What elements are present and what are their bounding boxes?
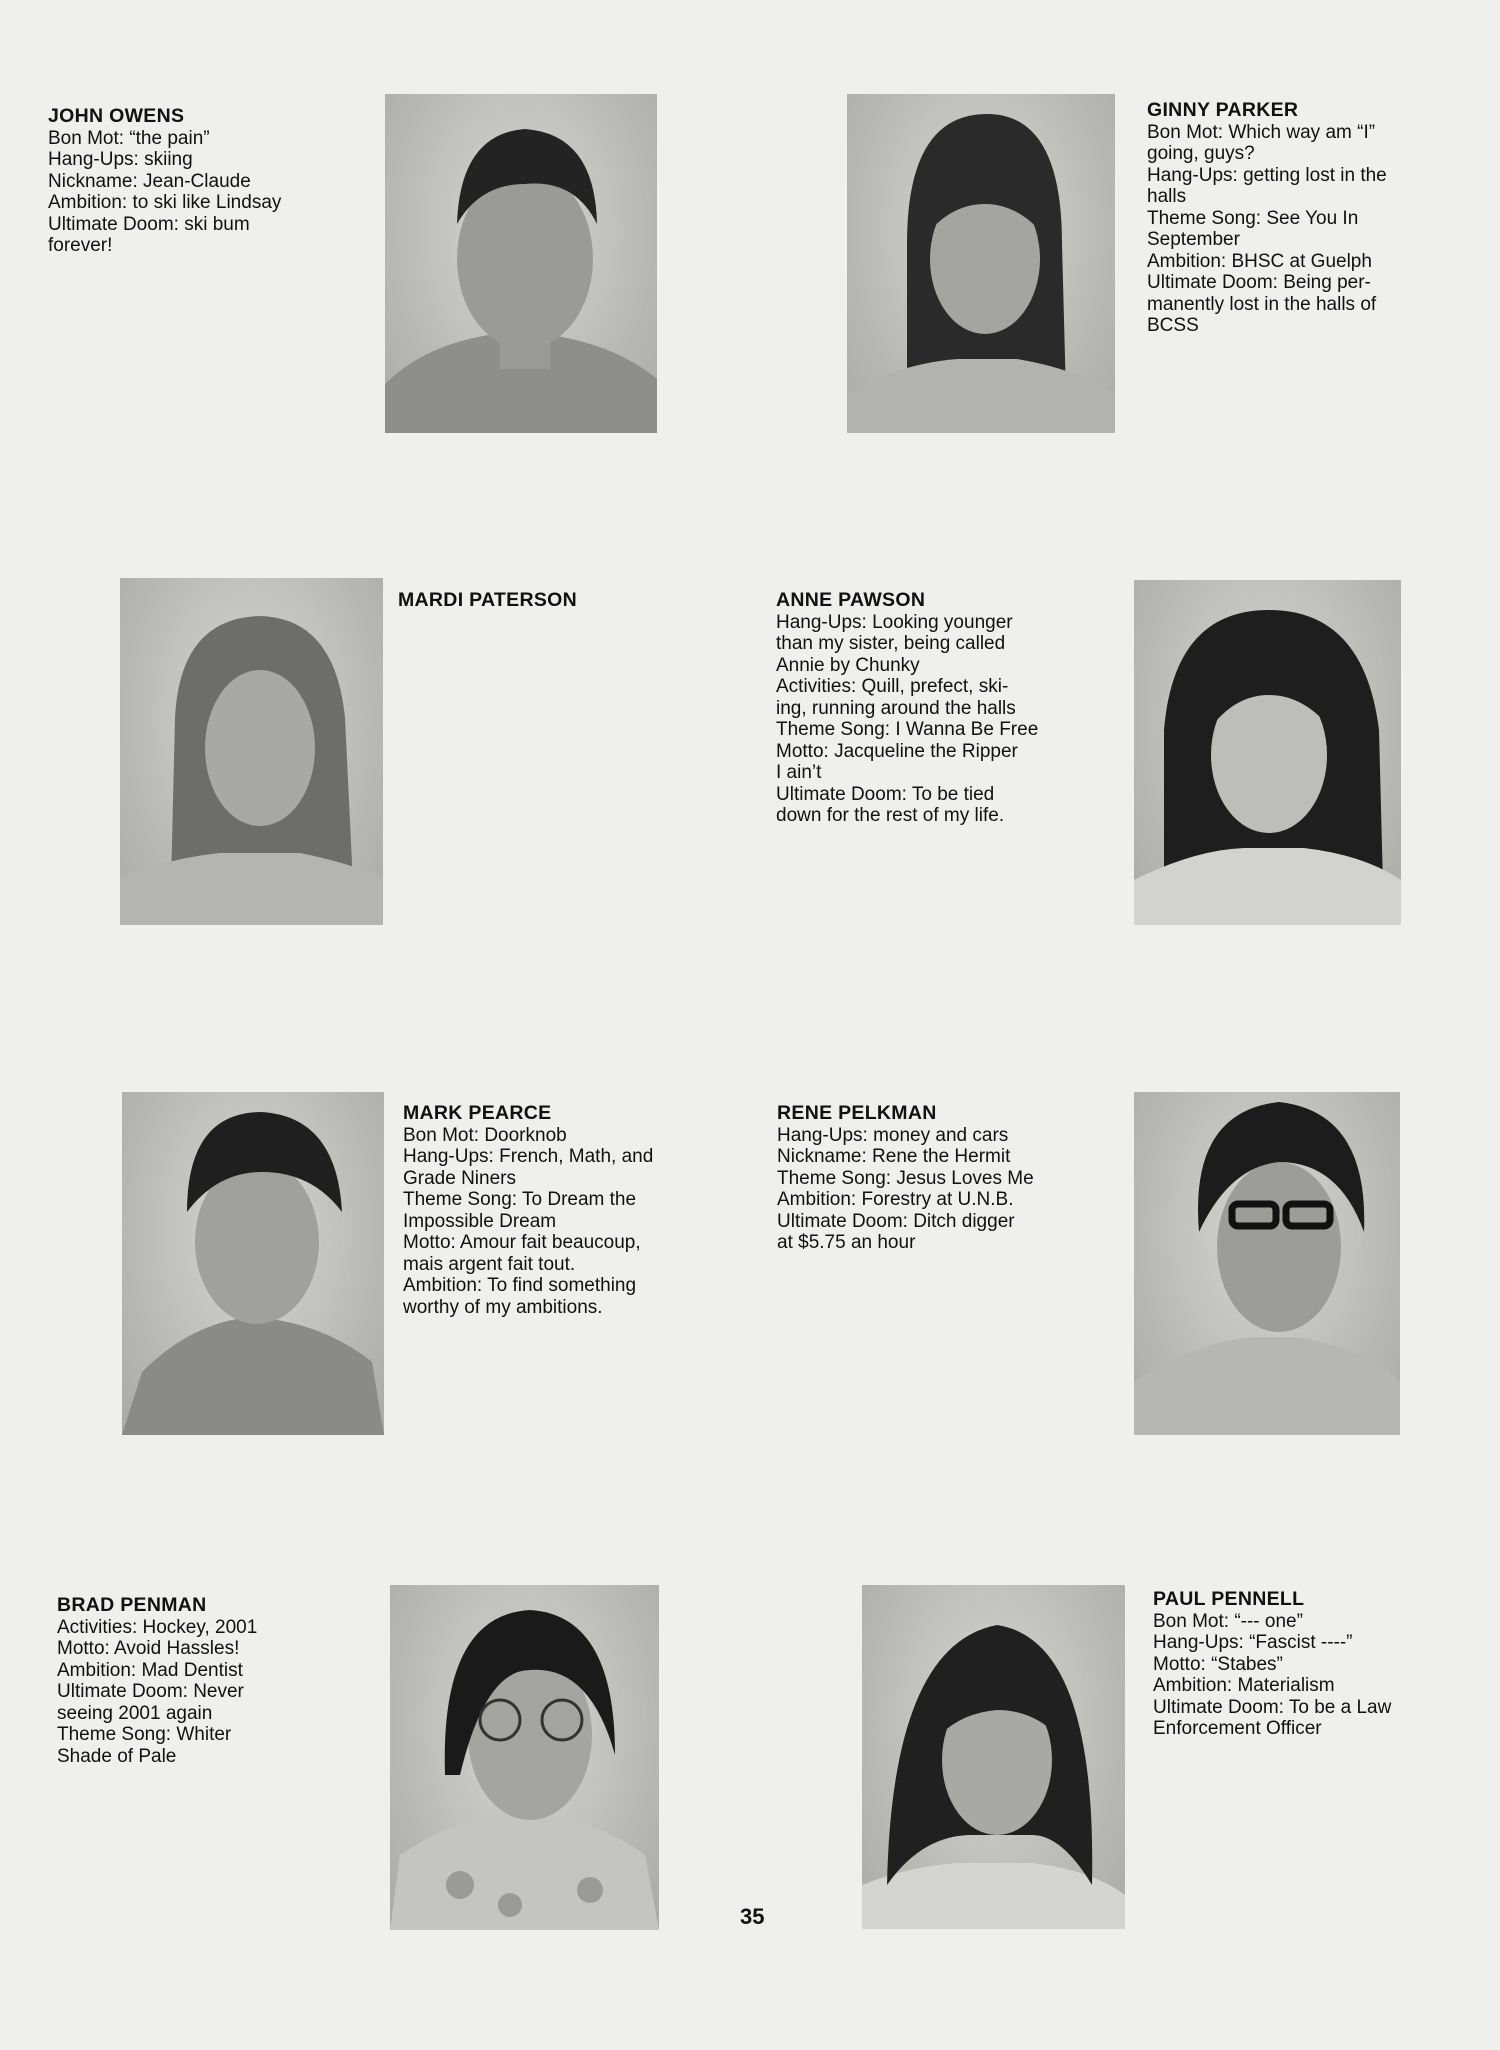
bio-line: Ambition: Mad Dentist	[57, 1659, 243, 1681]
bio-line: Motto: “Stabes”	[1153, 1653, 1283, 1675]
student-name: BRAD PENMAN	[57, 1594, 207, 1616]
bio-line: Ambition: BHSC at Guelph	[1147, 250, 1372, 272]
student-name: ANNE PAWSON	[776, 589, 926, 611]
bio-line: at $5.75 an hour	[777, 1232, 916, 1253]
portrait-john-owens	[385, 94, 657, 433]
bio-line: Hang-Ups: “Fascist ----”	[1153, 1632, 1353, 1653]
bio-mark-pearce	[403, 1103, 653, 1318]
bio-line: Ambition: To find something	[403, 1275, 637, 1296]
bio-line: down for the rest of my life.	[776, 805, 1005, 826]
bio-line: seeing 2001 again	[57, 1702, 213, 1724]
bio-line: forever!	[48, 235, 113, 256]
bio-paul-pennell	[1153, 1589, 1391, 1740]
portrait-anne-pawson	[1134, 580, 1401, 925]
bio-line: Ultimate Doom: ski bum	[48, 213, 250, 235]
bio-line: going, guys?	[1147, 143, 1255, 164]
bio-line: Activities: Hockey, 2001	[57, 1616, 258, 1638]
student-name: MARDI PATERSON	[398, 589, 577, 611]
portrait-brad-penman	[390, 1585, 659, 1930]
bio-line: Hang-Ups: Looking younger	[776, 611, 1013, 633]
bio-line: Ultimate Doom: To be a Law	[1153, 1696, 1392, 1718]
bio-line: Bon Mot: “the pain”	[48, 127, 210, 149]
bio-line: than my sister, being called	[776, 633, 1006, 654]
bio-line: Hang-Ups: skiing	[48, 149, 193, 170]
bio-line: Bon Mot: Doorknob	[403, 1124, 567, 1146]
student-name: PAUL PENNELL	[1153, 1588, 1305, 1610]
bio-line: Motto: Avoid Hassles!	[57, 1638, 240, 1659]
page-number: 35	[740, 1904, 765, 1929]
portrait-mardi-paterson	[120, 578, 383, 925]
bio-line: September	[1147, 229, 1240, 250]
bio-mardi-paterson	[398, 590, 577, 612]
bio-line: Enforcement Officer	[1153, 1718, 1322, 1739]
bio-line: worthy of my ambitions.	[403, 1296, 603, 1318]
bio-line: Theme Song: See You In	[1147, 207, 1359, 229]
bio-line: Grade Niners	[403, 1167, 516, 1189]
bio-line: manently lost in the halls of	[1147, 293, 1377, 315]
bio-line: Ambition: Forestry at U.N.B.	[777, 1189, 1014, 1210]
bio-line: Ultimate Doom: Being per-	[1147, 272, 1371, 293]
bio-line: BCSS	[1147, 315, 1199, 336]
bio-line: Theme Song: I Wanna Be Free	[776, 719, 1039, 740]
bio-line: Ultimate Doom: Never	[57, 1681, 244, 1702]
bio-line: Annie by Chunky	[776, 654, 920, 676]
bio-line: Ambition: Materialism	[1153, 1675, 1335, 1696]
bio-line: ing, running around the halls	[776, 697, 1016, 719]
bio-line: Impossible Dream	[403, 1210, 557, 1232]
bio-rene-pelkman	[777, 1103, 1034, 1254]
bio-line: Bon Mot: “--- one”	[1153, 1610, 1303, 1632]
student-name: JOHN OWENS	[48, 105, 185, 127]
bio-line: halls	[1147, 186, 1187, 207]
bio-line: Theme Song: To Dream the	[403, 1189, 637, 1210]
portrait-paul-pennell	[862, 1585, 1125, 1929]
portrait-mark-pearce	[122, 1092, 384, 1435]
bio-line: Hang-Ups: French, Math, and	[403, 1146, 654, 1167]
bio-line: Hang-Ups: money and cars	[777, 1124, 1009, 1146]
bio-line: Nickname: Jean-Claude	[48, 170, 251, 192]
bio-ginny-parker	[1147, 100, 1387, 337]
student-name: GINNY PARKER	[1147, 99, 1299, 121]
bio-line: Ambition: to ski like Lindsay	[48, 192, 282, 213]
bio-line: Hang-Ups: getting lost in the	[1147, 164, 1387, 186]
bio-line: Activities: Quill, prefect, ski-	[776, 676, 1009, 697]
bio-line: Bon Mot: Which way am “I”	[1147, 121, 1376, 143]
bio-line: Ultimate Doom: Ditch digger	[777, 1210, 1015, 1232]
student-name: MARK PEARCE	[403, 1102, 552, 1124]
bio-line: mais argent fait tout.	[403, 1253, 576, 1275]
bio-anne-pawson	[776, 590, 1038, 827]
portrait-ginny-parker	[847, 94, 1115, 433]
portrait-rene-pelkman	[1134, 1092, 1400, 1435]
bio-line: Nickname: Rene the Hermit	[777, 1146, 1011, 1167]
bio-line: Theme Song: Whiter	[57, 1724, 232, 1745]
bio-line: Motto: Jacqueline the Ripper	[776, 740, 1018, 762]
bio-line: I ain’t	[776, 762, 822, 783]
bio-line: Ultimate Doom: To be tied	[776, 783, 995, 805]
bio-john-owens	[48, 106, 281, 257]
bio-brad-penman	[57, 1595, 257, 1767]
bio-line: Shade of Pale	[57, 1745, 177, 1767]
student-name: RENE PELKMAN	[777, 1102, 937, 1124]
bio-line: Theme Song: Jesus Loves Me	[777, 1167, 1034, 1189]
bio-line: Motto: Amour fait beaucoup,	[403, 1232, 641, 1253]
